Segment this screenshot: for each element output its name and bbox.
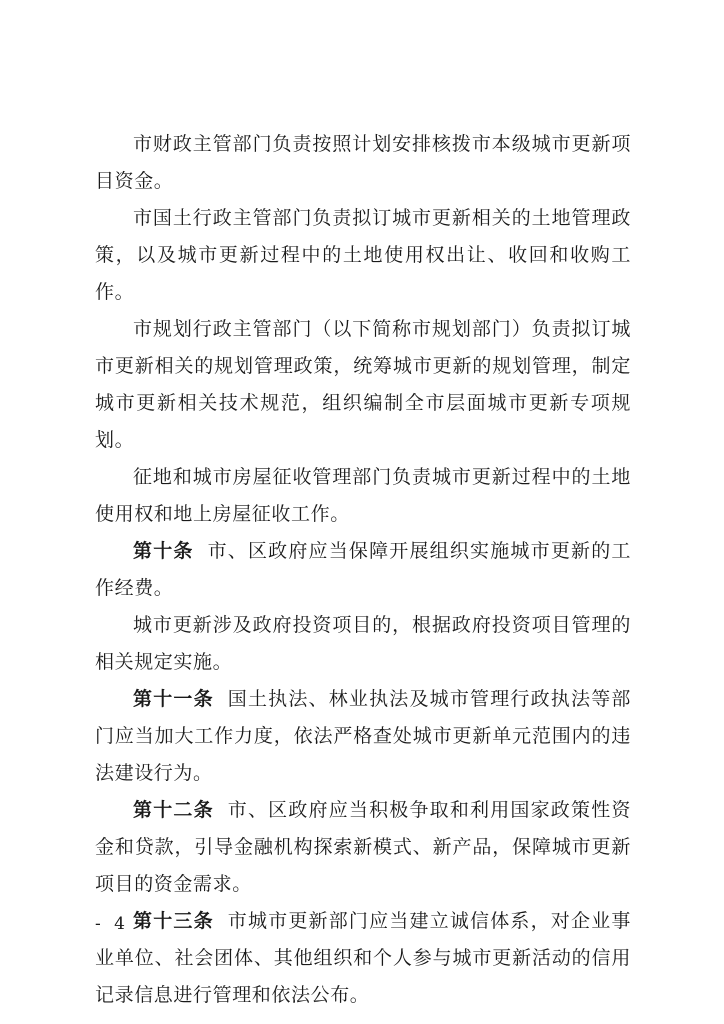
page-number: - 4 - [95, 914, 149, 934]
document-body [95, 126, 631, 1014]
article-number: 第十三条 [133, 910, 214, 932]
paragraph-6 [95, 607, 631, 681]
paragraph-text: 市、区政府应当积极争取和利用国家政策性资金和贷款，引导金融机构探索新模式、新产品，保障城市更新项目的资金需求。 [95, 799, 631, 895]
paragraph-text: 市城市更新部门应当建立诚信体系，对企业事业单位、社会团体、其他组织和个人参与城市更新活动的信用记录信息进行管理和依法公布。 [95, 910, 631, 1006]
paragraph-4 [95, 459, 631, 533]
paragraph-text: 征地和城市房屋征收管理部门负责城市更新过程中的土地使用权和地上房屋征收工作。 [95, 466, 631, 525]
article-13 [95, 903, 631, 1014]
paragraph-text: 市财政主管部门负责按照计划安排核拨市本级城市更新项目资金。 [95, 133, 631, 192]
article-12 [95, 792, 631, 903]
paragraph-text: 国土执法、林业执法及城市管理行政执法等部门应当加大工作力度，依法严格查处城市更新单元范围内的违法建设行为。 [95, 688, 631, 784]
article-number: 第十条 [133, 540, 194, 562]
article-number: 第十一条 [133, 688, 214, 710]
paragraph-text: 市、区政府应当保障开展组织实施城市更新的工作经费。 [95, 540, 631, 599]
paragraph-1 [95, 126, 631, 200]
paragraph-text: 市规划行政主管部门（以下简称市规划部门）负责拟订城市更新相关的规划管理政策，统筹城市更新的规划管理，制定城市更新相关技术规范，组织编制全市层面城市更新专项规划。 [95, 318, 631, 451]
paragraph-2 [95, 200, 631, 311]
paragraph-text: 城市更新涉及政府投资项目的，根据政府投资项目管理的相关规定实施。 [95, 614, 631, 673]
paragraph-3 [95, 311, 631, 459]
paragraph-text: 市国土行政主管部门负责拟订城市更新相关的土地管理政策，以及城市更新过程中的土地使用权出让、收回和收购工作。 [95, 207, 631, 303]
article-10 [95, 533, 631, 607]
article-number: 第十二条 [133, 799, 214, 821]
article-11 [95, 681, 631, 792]
